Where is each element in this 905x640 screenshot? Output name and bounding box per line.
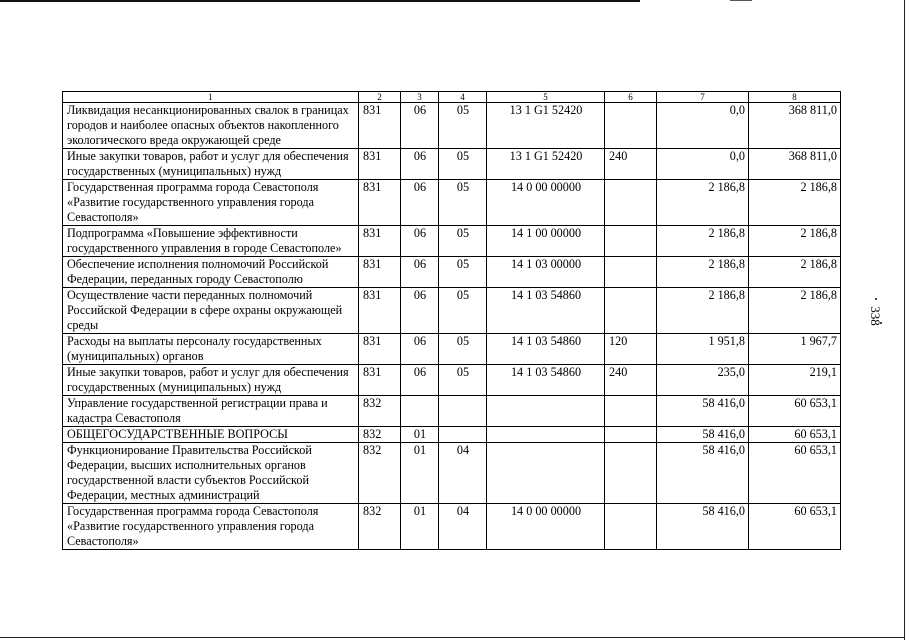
row-section-code	[401, 396, 439, 427]
row-expense-type	[605, 180, 657, 226]
table-row	[63, 257, 841, 288]
row-amount-col7: 2 186,8	[657, 226, 749, 257]
row-expense-type	[605, 396, 657, 427]
row-name: Иные закупки товаров, работ и услуг для обеспечения государственных (муниципальных) нужд	[63, 365, 359, 396]
row-subsection-code: 04	[439, 443, 487, 504]
row-subsection-code: 05	[439, 334, 487, 365]
row-section-code: 06	[401, 365, 439, 396]
row-section-code: 06	[401, 257, 439, 288]
row-name: Подпрограмма «Повышение эффективности государственного управления в городе Севастополе»	[63, 226, 359, 257]
row-target-code: 14 1 03 54860	[487, 288, 605, 334]
row-section-code: 06	[401, 103, 439, 149]
row-section-code: 06	[401, 334, 439, 365]
row-target-code: 14 0 00 00000	[487, 180, 605, 226]
row-amount-col8: 368 811,0	[749, 149, 841, 180]
row-amount-col8: 1 967,7	[749, 334, 841, 365]
row-expense-type	[605, 288, 657, 334]
row-section-code: 06	[401, 226, 439, 257]
row-ministry-code: 832	[359, 427, 401, 443]
row-expense-type	[605, 103, 657, 149]
row-ministry-code: 832	[359, 443, 401, 504]
row-amount-col8: 2 186,8	[749, 226, 841, 257]
row-ministry-code: 831	[359, 257, 401, 288]
row-section-code: 01	[401, 427, 439, 443]
scan-edge-bottom	[0, 637, 905, 638]
row-amount-col8: 2 186,8	[749, 257, 841, 288]
row-amount-col7: 0,0	[657, 103, 749, 149]
row-target-code: 14 1 03 00000	[487, 257, 605, 288]
row-amount-col7: 58 416,0	[657, 443, 749, 504]
header-cell: 6	[605, 92, 657, 103]
row-ministry-code: 831	[359, 180, 401, 226]
table-row	[63, 427, 841, 443]
row-amount-col8: 2 186,8	[749, 288, 841, 334]
row-amount-col8: 2 186,8	[749, 180, 841, 226]
table-row	[63, 180, 841, 226]
row-name: Функционирование Правительства Российской Федерации, высших исполнительных органов государственной власти субъектов Российской Федерации, местных администраций	[63, 443, 359, 504]
row-subsection-code: 05	[439, 257, 487, 288]
row-name: Обеспечение исполнения полномочий Российской Федерации, переданных городу Севастополю	[63, 257, 359, 288]
row-name: Государственная программа города Севастополя «Развитие государственного управления города Севастополя»	[63, 180, 359, 226]
scan-speck	[875, 298, 877, 300]
header-row	[63, 92, 841, 103]
row-amount-col7: 2 186,8	[657, 257, 749, 288]
row-amount-col8: 219,1	[749, 365, 841, 396]
row-ministry-code: 831	[359, 149, 401, 180]
table-row	[63, 365, 841, 396]
table-row	[63, 504, 841, 550]
row-amount-col7: 2 186,8	[657, 288, 749, 334]
row-target-code	[487, 396, 605, 427]
row-section-code: 01	[401, 504, 439, 550]
row-amount-col8: 60 653,1	[749, 443, 841, 504]
header-cell: 1	[63, 92, 359, 103]
row-section-code: 06	[401, 180, 439, 226]
row-name: Осуществление части переданных полномочий Российской Федерации в сфере охраны окружающей среды	[63, 288, 359, 334]
row-subsection-code	[439, 396, 487, 427]
row-expense-type	[605, 257, 657, 288]
table-row	[63, 443, 841, 504]
header-cell: 3	[401, 92, 439, 103]
row-section-code: 06	[401, 288, 439, 334]
row-target-code: 13 1 G1 52420	[487, 149, 605, 180]
row-subsection-code: 05	[439, 180, 487, 226]
row-target-code	[487, 443, 605, 504]
row-subsection-code	[439, 427, 487, 443]
row-amount-col8: 60 653,1	[749, 396, 841, 427]
page-number: 338	[868, 306, 883, 326]
row-ministry-code: 831	[359, 226, 401, 257]
row-ministry-code: 831	[359, 365, 401, 396]
header-cell: 7	[657, 92, 749, 103]
table-row	[63, 288, 841, 334]
row-name: Управление государственной регистрации права и кадастра Севастополя	[63, 396, 359, 427]
row-amount-col7: 235,0	[657, 365, 749, 396]
header-cell: 8	[749, 92, 841, 103]
row-ministry-code: 831	[359, 103, 401, 149]
header-cell: 4	[439, 92, 487, 103]
row-subsection-code: 04	[439, 504, 487, 550]
scan-edge-top	[0, 0, 640, 2]
row-name: Иные закупки товаров, работ и услуг для обеспечения государственных (муниципальных) нужд	[63, 149, 359, 180]
row-section-code: 06	[401, 149, 439, 180]
row-target-code: 14 1 00 00000	[487, 226, 605, 257]
row-target-code: 13 1 G1 52420	[487, 103, 605, 149]
row-amount-col7: 0,0	[657, 149, 749, 180]
row-subsection-code: 05	[439, 288, 487, 334]
row-ministry-code: 832	[359, 504, 401, 550]
row-amount-col7: 58 416,0	[657, 504, 749, 550]
row-subsection-code: 05	[439, 365, 487, 396]
row-amount-col7: 58 416,0	[657, 427, 749, 443]
row-target-code: 14 1 03 54860	[487, 334, 605, 365]
row-expense-type	[605, 443, 657, 504]
row-expense-type	[605, 427, 657, 443]
row-expense-type: 120	[605, 334, 657, 365]
header-cell: 2	[359, 92, 401, 103]
row-target-code	[487, 427, 605, 443]
row-ministry-code: 831	[359, 334, 401, 365]
table-row	[63, 149, 841, 180]
budget-table	[62, 91, 841, 550]
row-expense-type	[605, 226, 657, 257]
table-row	[63, 226, 841, 257]
row-ministry-code: 832	[359, 396, 401, 427]
row-ministry-code: 831	[359, 288, 401, 334]
scan-mark	[730, 0, 752, 1]
row-subsection-code: 05	[439, 103, 487, 149]
row-section-code: 01	[401, 443, 439, 504]
row-subsection-code: 05	[439, 149, 487, 180]
row-amount-col7: 58 416,0	[657, 396, 749, 427]
row-name: ОБЩЕГОСУДАРСТВЕННЫЕ ВОПРОСЫ	[63, 427, 359, 443]
row-name: Государственная программа города Севастополя «Развитие государственного управления города Севастополя»	[63, 504, 359, 550]
row-name: Ликвидация несанкционированных свалок в границах городов и наиболее опасных объектов накопленного экологического вреда окружающей среде	[63, 103, 359, 149]
row-amount-col8: 368 811,0	[749, 103, 841, 149]
row-amount-col7: 1 951,8	[657, 334, 749, 365]
table-row	[63, 396, 841, 427]
table-row	[63, 334, 841, 365]
header-cell: 5	[487, 92, 605, 103]
row-expense-type	[605, 504, 657, 550]
row-expense-type: 240	[605, 149, 657, 180]
row-subsection-code: 05	[439, 226, 487, 257]
row-target-code: 14 0 00 00000	[487, 504, 605, 550]
row-target-code: 14 1 03 54860	[487, 365, 605, 396]
row-name: Расходы на выплаты персоналу государственных (муниципальных) органов	[63, 334, 359, 365]
table-row	[63, 103, 841, 149]
row-expense-type: 240	[605, 365, 657, 396]
row-amount-col7: 2 186,8	[657, 180, 749, 226]
row-amount-col8: 60 653,1	[749, 427, 841, 443]
row-amount-col8: 60 653,1	[749, 504, 841, 550]
